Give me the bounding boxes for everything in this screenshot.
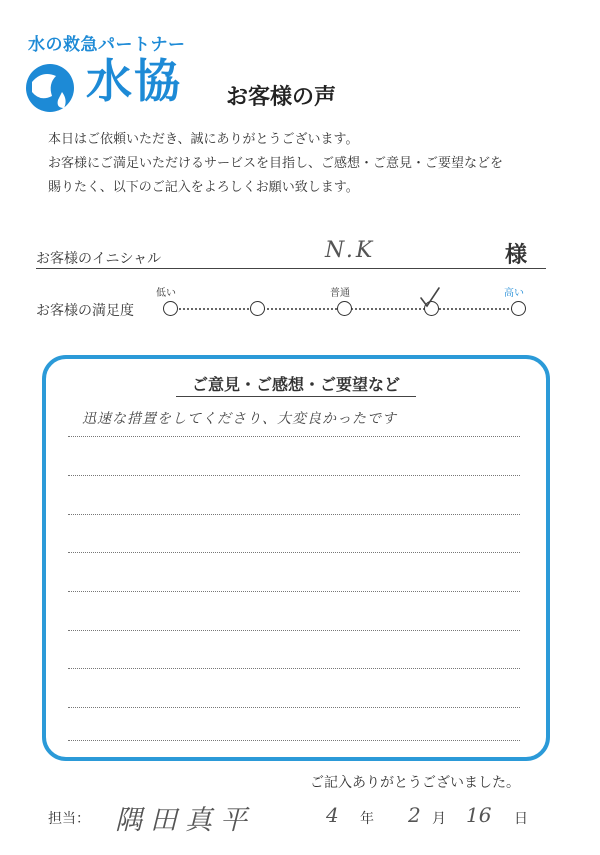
comment-line-3 [68,514,520,515]
water-drop-logo-icon [22,62,82,114]
day-unit: 日 [514,811,528,827]
comment-line-7 [68,668,520,669]
comment-box-title-underline [176,396,416,397]
staff-name[interactable]: 隅田真平 [115,805,255,836]
satisfaction-option-2[interactable] [250,301,265,316]
year-value[interactable]: 4 [326,803,339,827]
satisfaction-option-5[interactable] [511,301,526,316]
comment-box-title: ご意見・ご感想・ご要望など [191,375,400,394]
initial-underline [36,268,546,269]
thanks-message: ご記入ありがとうございました。 [310,775,520,791]
comment-line-9 [68,740,520,741]
satisfaction-option-1[interactable] [163,301,178,316]
year-unit: 年 [360,811,374,827]
intro-line-2: お客様にご満足いただけるサービスを目指し、ご感想・ご意見・ご要望などを [48,156,504,171]
comment-line-8 [68,707,520,708]
honorific-label: 様 [505,243,528,268]
brand-logo-text: 水協 [86,54,182,108]
brand-tagline: 水の救急パートナー [28,35,186,55]
initial-label: お客様のイニシャル [36,251,162,267]
day-value[interactable]: 16 [466,803,492,827]
comment-line-1 [68,436,520,437]
satisfaction-high-label: 高い [504,288,524,299]
intro-text [48,128,568,200]
form-title: お客様の声 [226,85,337,110]
intro-line-1: 本日はご依頼いただき、誠にありがとうございます。 [48,132,359,147]
satisfaction-low-label: 低い [156,288,176,299]
satisfaction-label: お客様の満足度 [36,303,134,319]
comment-line-2 [68,475,520,476]
satisfaction-option-3[interactable] [337,301,352,316]
check-mark-icon [418,286,442,310]
month-value[interactable]: 2 [408,803,421,827]
intro-line-3: 賜りたく、以下のご記入をよろしくお願い致します。 [48,180,359,195]
comment-line-4 [68,552,520,553]
staff-label: 担当： [48,811,90,827]
comment-handwriting[interactable]: 迅速な措置をしてくださり、大変良かったです [82,411,397,427]
month-unit: 月 [432,811,446,827]
satisfaction-mid-label: 普通 [330,288,350,299]
initial-value[interactable]: N.K [325,238,376,263]
comment-line-6 [68,630,520,631]
comment-line-5 [68,591,520,592]
